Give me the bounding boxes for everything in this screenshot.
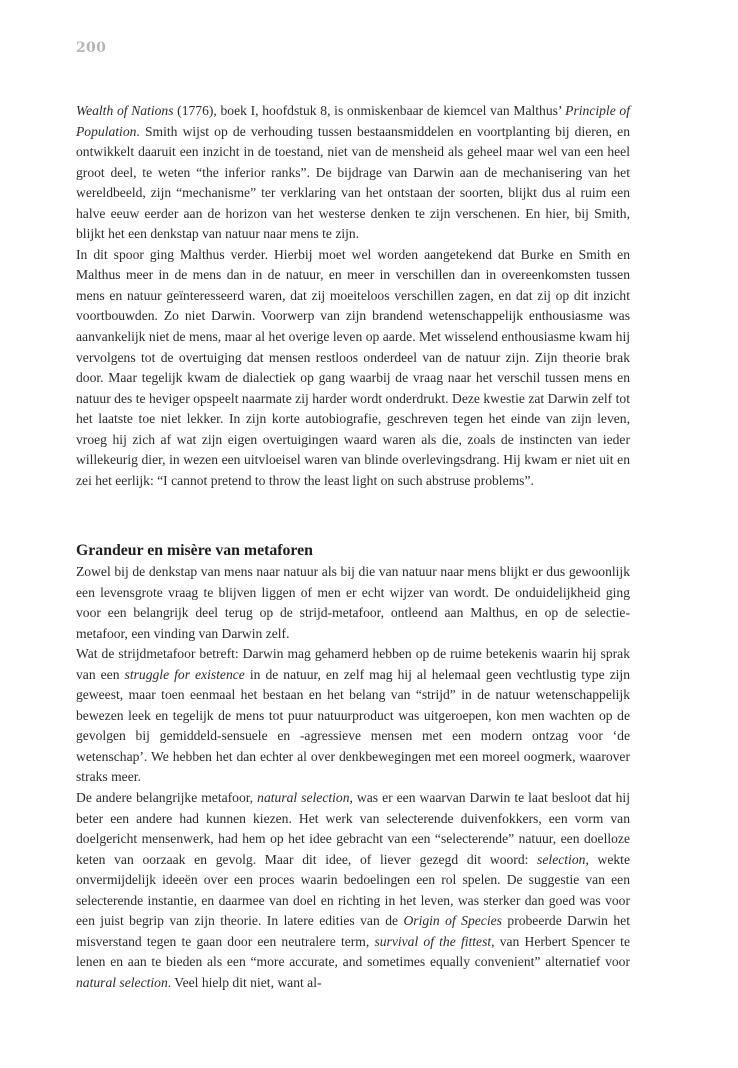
- italic-text-run: survival of the fittest: [374, 933, 492, 949]
- italic-text-run: Principle of Population: [76, 103, 630, 139]
- page-number: 200: [76, 40, 107, 56]
- text-run: . Smith wijst op de verhouding tussen bestaansmiddelen en voortplanting bij dieren, en ontwikkelt daaruit een inzicht in de toestand, niet van de mensheid als geheel maar wel van een heel groot deel, te weten “the inferior ranks”. De bijdrage van Darwin aan de mechanisering van het wereldbeeld, zijn “mechanisme” ter verklaring van het ontstaan der soorten, blijkt dus al ruim een halve eeuw eerder aan de horizon van het westerse denken te zijn verschenen. En hier, bij Smith, blijkt het een denkstap van natuur naar mens te zijn.: [76, 123, 630, 242]
- text-run: probeerde Darwin het misverstand tegen te gaan door een neutralere term,: [76, 913, 630, 949]
- text-run: (1776), boek I, hoofdstuk 8, is onmiskenbaar de kiemcel van Malthus’: [173, 103, 566, 118]
- paragraph: [76, 245, 630, 492]
- text-run: Wat de strijdmetafoor betreft: Darwin mag gehamerd hebben op de ruime betekenis waarin hij sprak van een: [76, 646, 630, 682]
- text-run: Zowel bij de denkstap van mens naar natuur als bij die van natuur naar mens blijkt er dus gewoonlijk een levensgrote vraag te blijven liggen of men er echt wijzer van wordt. De onduidelijkheid ging voor een belangrijk deel terug op de strijd-metafoor, ontleend aan Malthus, en op de selectie-metafoor, een vinding van Darwin zelf.: [76, 564, 630, 641]
- text-run: in de natuur, en zelf mag hij al helemaal geen vechtlustig type zijn geweest, maar toen eenmaal het bestaan en het belang van “strijd” in de natuur wetenschappelijk bewezen leek en tegelijk de mens tot puur natuurproduct was uitgeroepen, kon men wachten op de gevolgen bij gemiddeld-sensuele en -agressieve mensen met een modern ontzag voor ‘de wetenschap’. We hebben het dan echter al over denkbewegingen met een moreel oogmerk, waarover straks meer.: [76, 666, 631, 785]
- text-run: De andere belangrijke metafoor,: [76, 790, 258, 806]
- paragraph: [76, 562, 630, 644]
- section-grandeur: [76, 540, 630, 993]
- italic-text-run: natural selection: [257, 790, 350, 806]
- italic-text-run: struggle for existence: [124, 666, 245, 682]
- text-run: , van Herbert Spencer te lenen en aan te bieden als een “more accurate, and sometimes equally convenient” alternatief voor: [76, 933, 630, 970]
- paragraph: [76, 101, 630, 245]
- text-run: , was er een waarvan Darwin te laat besloot dat hij beter een andere had kunnen kiezen. Het werk van selecterende duivenfokkers, een vorm van doelgericht mensenwerk, had hem op het idee gebracht van een “selecterende” natuur, een doelloze keten van oorzaak en gevolg. Maar dit idee, of liever gezegd dit woord:: [76, 790, 630, 867]
- italic-text-run: natural selection: [76, 974, 168, 990]
- text-run: . Veel hielp dit niet, want al-: [167, 974, 322, 990]
- opening-text-block: [76, 101, 630, 491]
- text-run: , wekte onvermijdelijk ideeën over een proces waarin bedoelingen een rol spelen. De suggestie van een selecterende instantie, en daarmee van doel en richting in het leven, was sterker dan goed was voor een juist begrip van zijn theorie. In latere edities van de: [76, 851, 630, 929]
- italic-text-run: selection: [537, 851, 586, 867]
- paragraph: [76, 788, 630, 993]
- text-run: In dit spoor ging Malthus verder. Hierbij moet wel worden aangetekend dat Burke en Smith en Malthus meer in de mens dan in de natuur, en meer in verschillen dan in overeenkomsten tussen mens en natuur geïnteresseerd waren, dat zij moeiteloos verschillen zagen, en dat zij op dit inzicht voortbouwden. Zo niet Darwin. Voorwerp van zijn brandend wetenschappelijk enthousiasme was aanvankelijk niet de mens, maar al het overige leven op aarde. Met wisselend enthousiasme kwam hij vervolgens tot de overtuiging dat mensen restloos onderdeel van de natuur zijn. Zijn theorie brak door. Maar tegelijk kwam de dialectiek op gang waarbij de vraag naar het verschil tussen mens en natuur des te heviger opspeelt naarmate zij harder wordt onderdrukt. Deze kwestie zat Darwin zelf tot het laatste toe niet lekker. In zijn korte autobiografie, geschreven tegen het einde van zijn leven, vroeg hij zich af wat zijn eigen overtuigingen waard waren als die, zoals de instincten van ieder willekeurig dier, in wezen een uitvloeisel waren van blinde overlevingsdrang. Hij kwam er niet uit en zei het eerlijk: “I cannot pretend to throw the least light on such abstruse problems”.: [76, 246, 630, 488]
- section-heading: Grandeur en misère van metaforen: [76, 542, 313, 559]
- italic-text-run: Wealth of Nations: [76, 103, 174, 118]
- paragraph: [76, 644, 630, 788]
- italic-text-run: Origin of Species: [403, 913, 502, 929]
